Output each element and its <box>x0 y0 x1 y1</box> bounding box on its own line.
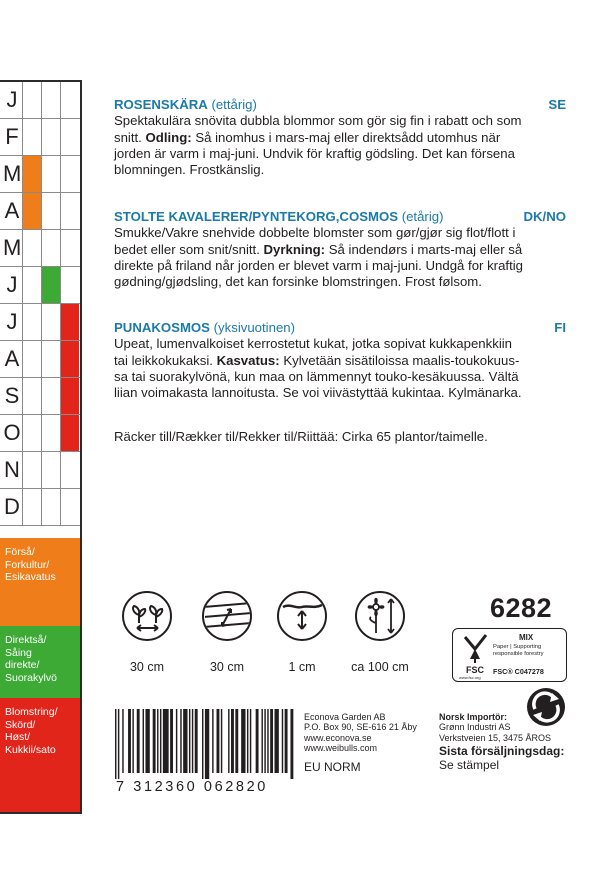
ean-barcode <box>111 709 296 779</box>
barcode-bar <box>261 709 262 773</box>
description-keyword: Dyrkning: <box>263 241 326 257</box>
description-line: sa tai suorakylvönä, kun maa on lämmennyt touko-kesäkuussa. Vältä <box>114 368 519 384</box>
company-line: www.weibulls.com <box>304 743 378 754</box>
variety-description <box>114 113 566 178</box>
barcode-bar <box>145 709 149 773</box>
calendar-month-letter: M <box>3 161 22 186</box>
legend-label: direkte/ <box>5 659 40 671</box>
plant-spacing-label: 30 cm <box>129 660 165 674</box>
language-code: FI <box>554 320 566 335</box>
importer-title: Norsk Importör: <box>439 712 508 722</box>
row-spacing-cell <box>192 591 262 674</box>
calendar-month-letter: S <box>4 383 20 408</box>
calendar-month-letter: J <box>6 87 18 112</box>
barcode-bar <box>217 709 220 773</box>
calendar-month-row <box>0 82 80 119</box>
article-number: 6282 <box>490 593 553 623</box>
fsc-description <box>493 644 544 658</box>
calendar-month-letter: O <box>3 420 21 445</box>
barcode-bar <box>241 709 245 773</box>
barcode-bar <box>189 709 190 773</box>
calendar-month-row <box>0 119 80 156</box>
variety-title <box>114 209 443 225</box>
fsc-code: FSC® C047278 <box>493 667 544 676</box>
language-code: SE <box>548 97 566 112</box>
legend-label: Esikavatus <box>5 571 56 583</box>
barcode-bar <box>202 709 203 779</box>
importer-line: Grønn Industri AS <box>439 722 511 733</box>
barcode-bar <box>285 709 288 773</box>
sowing-depth-cell <box>267 591 337 674</box>
barcode-bar <box>195 709 198 773</box>
description-line: direkte på friland når jorden er blevet varm i maj-juni. Undgå for kraftig <box>114 257 523 273</box>
calendar-legend-box <box>0 698 80 812</box>
sowing-icons <box>112 591 412 681</box>
calendar-blomstring-bar <box>61 341 79 377</box>
calendar-month-row <box>0 489 80 526</box>
variety-heading <box>114 320 566 336</box>
sowing-depth-label: 1 cm <box>288 660 316 674</box>
description-line: bedet eller som snit/snitt. Dyrkning: Så indendørs i marts-maj eller så <box>114 241 523 257</box>
legend-label: Såing <box>5 646 32 659</box>
variety-heading <box>114 209 566 225</box>
norwegian-importer <box>439 712 551 743</box>
plant-height-label: ca 100 cm <box>351 660 409 674</box>
fsc-tree-checkmark-icon <box>459 633 491 675</box>
barcode-bar <box>264 709 265 773</box>
variety-description <box>114 336 566 401</box>
legend-label: Høst/ <box>5 731 31 743</box>
barcode-bar <box>132 709 133 773</box>
calendar-month-letter: D <box>4 494 20 519</box>
barcode-bar <box>192 709 193 773</box>
row-spacing-icon <box>202 591 252 641</box>
variety-description <box>114 225 566 290</box>
variety-name: ROSENSKÄRA <box>114 97 208 112</box>
variety-section <box>114 97 566 178</box>
barcode-bar <box>235 709 238 773</box>
calendar-month-letter: J <box>6 272 18 297</box>
calendar-month-row <box>0 230 80 267</box>
barcode-bar <box>163 709 169 773</box>
barcode-bar <box>275 709 279 773</box>
barcode-bar <box>228 709 229 773</box>
calendar-month-letter: M <box>3 235 22 260</box>
calendar-month-letter: N <box>4 457 20 482</box>
description-line: blomningen. Frostkänslig. <box>114 162 265 178</box>
calendar-forkultur-bar <box>23 156 41 192</box>
barcode-bar <box>221 709 222 773</box>
fsc-mix: MIX <box>519 633 534 642</box>
barcode-bar <box>180 709 181 773</box>
variety-section <box>114 209 566 290</box>
barcode-bar <box>160 709 161 773</box>
calendar-direktsadd-bar <box>42 267 60 303</box>
yield-text: Räcker till/Rækker til/Rekker til/Riittää: Cirka 65 plantor/taimelle. <box>114 429 488 444</box>
company-line: Econova Garden AB <box>304 712 386 722</box>
barcode-number: 7 312360 062820 <box>116 779 268 795</box>
barcode-bar <box>137 709 140 773</box>
barcode-bar <box>290 709 293 779</box>
barcode-bar <box>115 709 116 779</box>
description-line: jorden är varm i maj-juni. Undvik för kraftig gödsling. Det kan försena <box>114 145 515 161</box>
barcode-bar <box>128 709 131 773</box>
barcode-bar <box>247 709 248 773</box>
description-line: liian voimakasta lannoitusta. Se voi viivästyttää kukintaa. Kylmänarka. <box>114 385 522 401</box>
row-spacing-label: 30 cm <box>209 660 245 674</box>
sowing-depth-icon <box>277 591 327 641</box>
barcode-bar <box>122 709 123 773</box>
description-keyword: Kasvatus: <box>216 352 280 368</box>
barcode-bar <box>118 709 119 779</box>
legend-label: Forkultur/ <box>5 558 50 571</box>
barcode-bar <box>183 709 187 773</box>
barcode-bar <box>153 709 156 773</box>
importer-line: Verkstveien 15, 3475 ÅROS <box>439 732 552 743</box>
barcode-bar <box>143 709 144 773</box>
variety-title <box>114 320 295 336</box>
barcode-bar <box>157 709 158 773</box>
variety-subtitle: (yksivuotinen) <box>209 320 296 335</box>
legend-label: Suorakylvö <box>5 671 57 684</box>
calendar-month-letter: F <box>5 124 19 149</box>
fsc-url: www.fsc.org <box>459 675 481 680</box>
eu-norm: EU NORM <box>304 760 361 774</box>
variety-subtitle: (etårig) <box>398 209 444 224</box>
plant-spacing-cell <box>112 591 182 674</box>
calendar-grid <box>0 82 80 526</box>
legend-label: Blomstring/ <box>5 706 58 718</box>
calendar-month-row <box>0 452 80 489</box>
description-line: tai leikkokukaksi. Kasvatus: Kylvetään sisätiloissa maalis-toukokuus- <box>114 352 520 368</box>
description-line: Upeat, lumenvalkoiset kerrostetut kukat, jotka sopivat kukkapenkkiin <box>114 336 513 352</box>
plant-height-cell <box>345 591 415 674</box>
barcode-bar <box>256 709 259 773</box>
variety-heading <box>114 97 566 113</box>
variety-subtitle: (ettårig) <box>207 97 257 112</box>
barcode-bar <box>231 709 234 773</box>
calendar-month-letter: A <box>4 346 20 371</box>
company-address <box>304 712 417 754</box>
legend-label: Skörd/ <box>5 718 36 731</box>
legend-label: Direktså/ <box>5 634 47 646</box>
language-code: DK/NO <box>523 209 566 224</box>
calendar-blomstring-bar <box>61 304 79 340</box>
company-line: P.O. Box 90, SE-616 21 Åby <box>304 722 417 733</box>
barcode-bar <box>270 709 273 773</box>
calendar-blomstring-bar <box>61 378 79 414</box>
legend-label: Förså/ <box>5 546 35 558</box>
barcode-bar <box>250 709 251 773</box>
barcode-bar <box>205 709 209 779</box>
plant-spacing-icon <box>122 591 172 641</box>
company-line: www.econova.se <box>304 732 372 743</box>
plant-height-icon <box>355 591 405 641</box>
description-line: Spektakulära snövita dubbla blommor som gör sig fin i rabatt och som <box>114 113 522 129</box>
legend-label: Kukkii/sato <box>5 743 56 756</box>
variety-name: PUNAKOSMOS <box>114 320 210 335</box>
fsc-label <box>452 628 567 682</box>
variety-title <box>114 97 257 113</box>
fsc-desc-line: Paper | Supporting <box>493 644 542 650</box>
last-sale-title: Sista försäljningsdag: <box>439 744 565 758</box>
barcode-bar <box>170 709 173 773</box>
description-line: snitt. Odling: Så inomhus i mars-maj eller direktsådd utomhus när <box>114 129 501 145</box>
fsc-logo-text: FSC <box>466 665 484 675</box>
barcode-bar <box>267 709 268 773</box>
description-line: Smukke/Vakre snehvide dobbelte blomster som gør/gjør sig flot/flott i <box>114 225 516 241</box>
calendar-month-letter: J <box>6 309 18 334</box>
barcode-bar <box>212 709 213 773</box>
description-keyword: Odling: <box>145 129 192 145</box>
barcode-bar <box>176 709 177 773</box>
calendar-month-letter: A <box>4 198 20 223</box>
calendar-forkultur-bar <box>23 193 41 229</box>
sowing-calendar <box>0 80 82 814</box>
calendar-legend-box <box>0 626 80 698</box>
barcode-bar <box>282 709 283 773</box>
last-sale-date <box>439 744 564 772</box>
variety-name: STOLTE KAVALERER/PYNTEKORG,COSMOS <box>114 209 399 224</box>
fsc-desc-line: responsible forestry <box>493 650 544 657</box>
variety-section <box>114 320 566 401</box>
calendar-month-row <box>0 267 80 304</box>
calendar-blomstring-bar <box>61 415 79 451</box>
last-sale-value: Se stämpel <box>439 758 500 772</box>
description-line: gødning/gjødsling, det kan forsinke blomstringen. Frost følsom. <box>114 274 482 290</box>
calendar-legend-box <box>0 538 80 626</box>
